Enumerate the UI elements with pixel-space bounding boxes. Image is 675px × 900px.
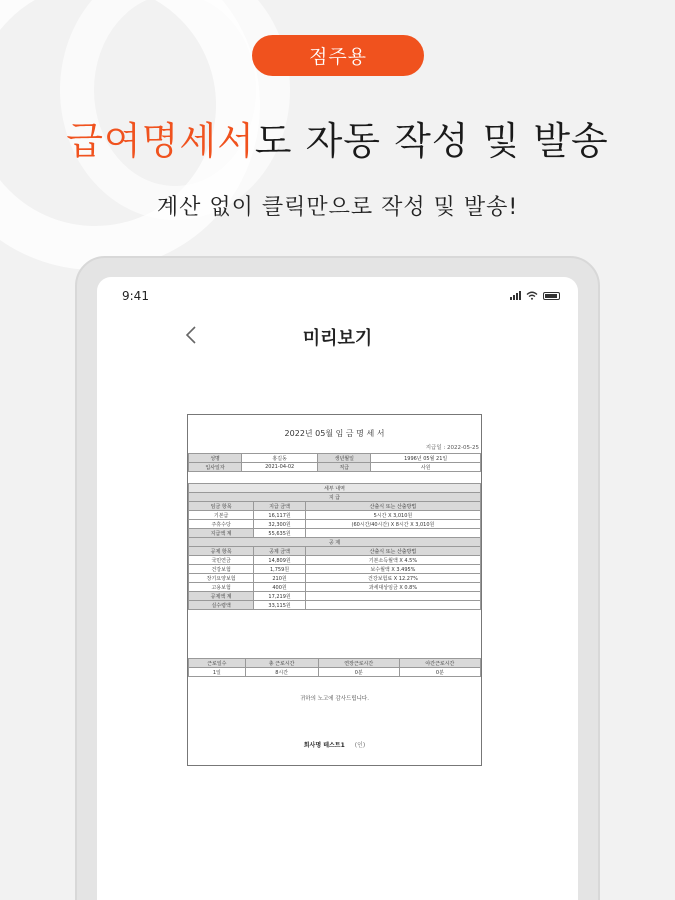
status-icons <box>510 291 560 300</box>
cell: 17,219원 <box>254 592 306 601</box>
cell: 0분 <box>399 668 480 677</box>
cell <box>305 592 480 601</box>
table-row <box>189 601 481 610</box>
deduct-header: 공 제 <box>189 538 481 547</box>
cell: 14,809원 <box>254 556 306 565</box>
cell: 16,117원 <box>254 511 306 520</box>
cell: 32,300원 <box>254 520 306 529</box>
table-row <box>189 583 481 592</box>
owner-badge: 점주용 <box>252 35 424 76</box>
cell: 33,115원 <box>254 601 306 610</box>
signal-icon <box>510 291 521 300</box>
cell: 기본소득월액 X 4.5% <box>305 556 480 565</box>
headline-highlight: 급여명세서 <box>66 119 255 163</box>
info-value: 홍길동 <box>242 454 318 463</box>
column-header: 지급 금액 <box>254 502 306 511</box>
table-row <box>189 565 481 574</box>
detail-header: 세부 내역 <box>189 484 481 493</box>
company-name: 회사명 테스트1 <box>303 742 345 749</box>
payslip-issue-date: 지급일 : 2022-05-25 <box>425 445 479 451</box>
table-row <box>189 520 481 529</box>
cell <box>305 601 480 610</box>
cell: 지급액 계 <box>189 529 254 538</box>
cell: 고용보험 <box>189 583 254 592</box>
column-header: 총 근로시간 <box>245 659 318 668</box>
info-label: 생년월일 <box>318 454 371 463</box>
status-time: 9:41 <box>122 289 149 303</box>
payslip-signature <box>188 740 481 749</box>
column-header: 산출식 또는 산출방법 <box>305 502 480 511</box>
payslip-info-table <box>188 453 481 472</box>
cell <box>305 529 480 538</box>
cell: 55,635원 <box>254 529 306 538</box>
subheadline: 계산 없이 클릭만으로 작성 및 발송! <box>156 195 519 220</box>
table-row <box>189 511 481 520</box>
column-header: 야간근로시간 <box>399 659 480 668</box>
cell: 기본급 <box>189 511 254 520</box>
wifi-icon <box>526 291 538 300</box>
info-value: 2021-04-02 <box>242 463 318 472</box>
pay-header: 지 급 <box>189 493 481 502</box>
cell: 8시간 <box>245 668 318 677</box>
table-row <box>189 592 481 601</box>
cell: 건강보험 <box>189 565 254 574</box>
tablet-screen <box>97 277 578 900</box>
column-header: 근로일수 <box>189 659 246 668</box>
table-row <box>189 668 481 677</box>
cell: 0분 <box>318 668 399 677</box>
column-header: 공제 항목 <box>189 547 254 556</box>
cell: (60시간/40시간) X 8시간 X 3,010원 <box>305 520 480 529</box>
info-label: 성명 <box>189 454 242 463</box>
cell: 실수령액 <box>189 601 254 610</box>
column-header: 공제 금액 <box>254 547 306 556</box>
page-title: 미리보기 <box>302 328 373 349</box>
payslip-thanks: 귀하의 노고에 감사드립니다. <box>299 696 369 702</box>
cell: 국민연금 <box>189 556 254 565</box>
payslip-work-table <box>188 658 481 677</box>
battery-icon <box>543 292 560 300</box>
column-header: 산출식 또는 산출방법 <box>305 547 480 556</box>
headline-rest: 도 자동 작성 및 발송 <box>254 119 609 163</box>
payslip-detail-table <box>188 483 481 610</box>
stamp-mark: (인) <box>354 742 366 749</box>
info-value: 1996년 05월 21일 <box>371 454 481 463</box>
payslip-title: 2022년 05월 임 금 명 세 서 <box>284 429 385 438</box>
cell: 보수월액 X 3.495% <box>305 565 480 574</box>
column-header: 연장근로시간 <box>318 659 399 668</box>
cell: 1,759원 <box>254 565 306 574</box>
payslip-preview <box>187 414 482 766</box>
table-row <box>189 574 481 583</box>
info-label: 직급 <box>318 463 371 472</box>
info-label: 입사일자 <box>189 463 242 472</box>
cell: 건강보험료 X 12.27% <box>305 574 480 583</box>
cell: 210원 <box>254 574 306 583</box>
cell: 장기요양보험 <box>189 574 254 583</box>
cell: 주휴수당 <box>189 520 254 529</box>
cell: 공제액 계 <box>189 592 254 601</box>
cell: 400원 <box>254 583 306 592</box>
table-row <box>189 556 481 565</box>
cell: 5시간 X 3,010원 <box>305 511 480 520</box>
table-row <box>189 529 481 538</box>
info-value: 사원 <box>371 463 481 472</box>
headline <box>0 110 675 165</box>
cell: 1일 <box>189 668 246 677</box>
cell: 과세대상임금 X 0.8% <box>305 583 480 592</box>
column-header: 임금 항목 <box>189 502 254 511</box>
